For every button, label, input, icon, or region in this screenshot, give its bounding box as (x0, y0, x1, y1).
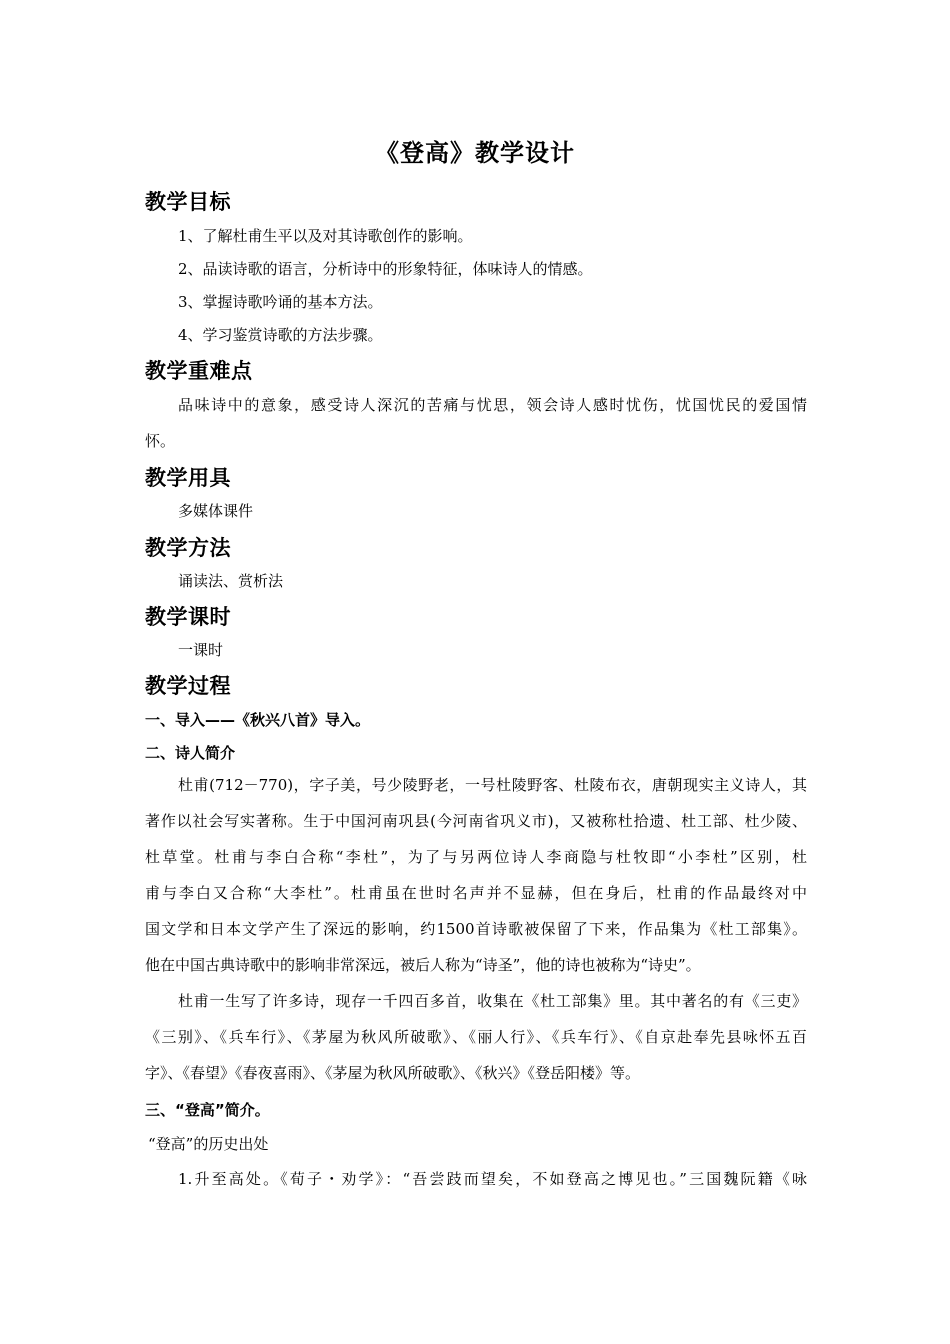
process-step-dengao-intro: 三、“登高”简介。 (145, 1101, 270, 1119)
bio-line: 杜甫(712－770)，字子美，号少陵野老，一号杜陵野客、杜陵布衣，唐朝现实主义诗人，其 (178, 776, 807, 794)
bio-line: 著作以社会写实著称。生于中国河南巩县(今河南省巩义市)，又被称杜拾遗、杜工部、杜少陵、 (145, 812, 807, 830)
origin-item: 1.升至高处。《荀子・劝学》：“吾尝跂而望矣，不如登高之博见也。”三国魏阮籍《咏 (178, 1170, 807, 1188)
teaching-methods-text: 诵读法、赏析法 (178, 572, 284, 590)
goal-item: 1、了解杜甫生平以及对其诗歌创作的影响。 (178, 227, 473, 245)
goal-item: 3、掌握诗歌吟诵的基本方法。 (178, 293, 383, 311)
process-step-intro: 一、导入——《秋兴八首》导入。 (145, 711, 371, 729)
heading-teaching-process: 教学过程 (145, 674, 231, 698)
heading-teaching-goals: 教学目标 (145, 190, 231, 214)
heading-class-hours: 教学课时 (145, 605, 231, 629)
bio-line: 他在中国古典诗歌中的影响非常深远，被后人称为“诗圣”，他的诗也被称为“诗史”。 (145, 956, 701, 974)
bio-line: 国文学和日本文学产生了深远的影响，约1500首诗歌被保留了下来，作品集为《杜工部集》。 (145, 920, 807, 938)
process-step-poet-bio: 二、诗人简介 (145, 744, 236, 762)
bio-line: 甫与李白又合称“大李杜”。杜甫虽在世时名声并不显赫，但在身后，杜甫的作品最终对中 (145, 884, 807, 902)
key-points-text: 怀。 (145, 432, 176, 450)
works-line: 杜甫一生写了许多诗，现存一千四百多首，收集在《杜工部集》里。其中著名的有《三吏》 (178, 992, 807, 1010)
works-line: 《三别》、《兵车行》、《茅屋为秋风所破歌》、《丽人行》、《兵车行》、《自京赴奉先县咏怀五百 (145, 1028, 807, 1046)
goal-item: 4、学习鉴赏诗歌的方法步骤。 (178, 326, 383, 344)
heading-teaching-methods: 教学方法 (145, 536, 231, 560)
class-hours-text: 一课时 (178, 641, 224, 659)
goal-item: 2、品读诗歌的语言，分析诗中的形象特征，体味诗人的情感。 (178, 260, 593, 278)
teaching-tools-text: 多媒体课件 (178, 502, 254, 520)
heading-key-points: 教学重难点 (145, 359, 253, 383)
works-line: 字》、《春望》《春夜喜雨》、《茅屋为秋风所破歌》、《秋兴》《登岳阳楼》等。 (145, 1064, 641, 1082)
heading-teaching-tools: 教学用具 (145, 466, 231, 490)
key-points-text: 品味诗中的意象，感受诗人深沉的苦痛与忧思，领会诗人感时忧伤，忧国忧民的爱国情 (178, 396, 807, 414)
bio-line: 杜草堂。杜甫与李白合称“李杜”，为了与另两位诗人李商隐与杜牧即“小李杜”区别，杜 (145, 848, 807, 866)
document-title: 《登高》教学设计 (375, 139, 575, 167)
origin-label: “登高”的历史出处 (148, 1135, 269, 1153)
